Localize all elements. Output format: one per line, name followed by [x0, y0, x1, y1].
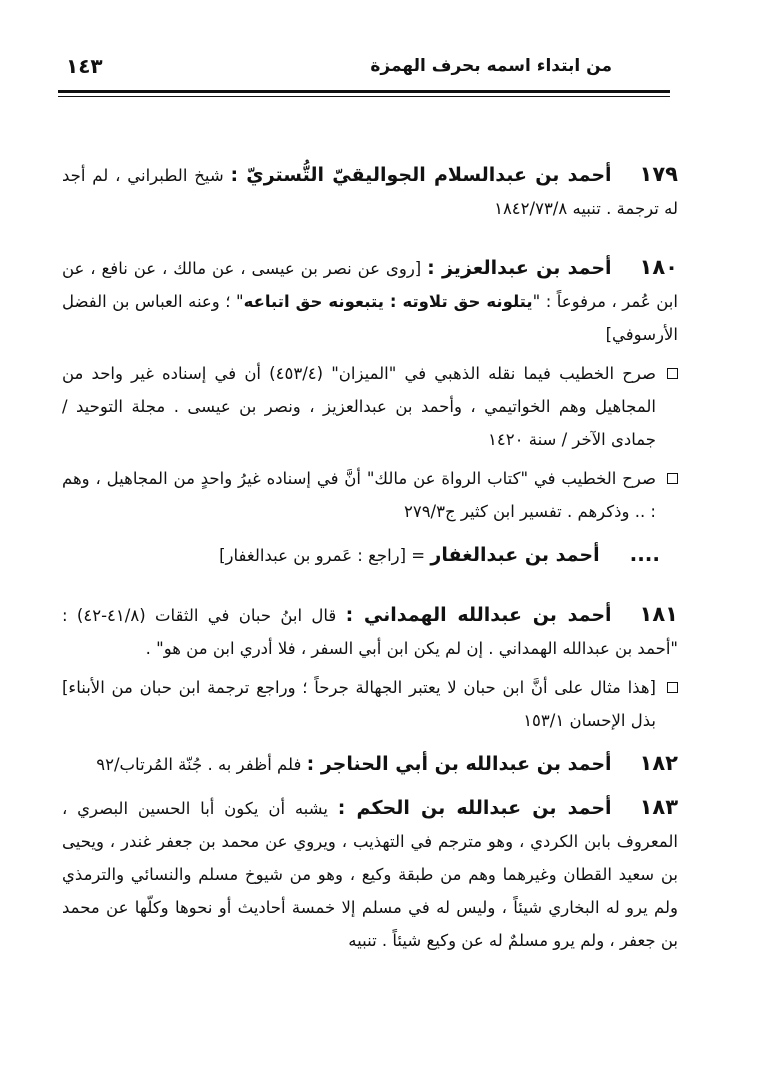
entry-text: فلم أظفر به . جُنّة المُرتاب/٩٢ — [96, 755, 302, 774]
entry-180 — [62, 251, 678, 351]
entry-number: ١٨١ — [639, 602, 678, 626]
entry-name: أحمد بن عبدالله الهمداني : — [345, 604, 612, 626]
entry-text: = [راجع : عَمرو بن عبدالغفار] — [219, 546, 426, 565]
entry-183 — [62, 791, 678, 957]
entry-number: ١٨٣ — [639, 795, 679, 819]
ellipsis-marker: .... — [629, 542, 660, 566]
entry-name: أحمد بن عبدالسلام الجواليقيّ التُّستريّ : — [230, 164, 612, 186]
checkbox-bullet-icon — [667, 368, 678, 379]
note-text: صرح الخطيب فيما نقله الذهبي في "الميزان" (٤٥٣/٤) أن في إسناده غير واحد من المجاهيل وهم الخواتيمي ، وأحمد بن عبدالعزيز ، ونصر بن عيسى . مجلة التوحيد / جمادى الآخر / سنة ١٤٢٠ — [62, 364, 656, 449]
checkbox-bullet-icon — [667, 473, 678, 484]
entry-text: [روى عن نصر بن عيسى ، عن مالك ، عن نافع ، عن ابن عُمر ، مرفوعاً : " — [62, 259, 678, 311]
note-text: صرح الخطيب في "كتاب الرواة عن مالك" أنَّ في إسناده غيرُ واحدٍ من المجاهيل ، وهم : .. وذكرهم . تفسير ابن كثير ج٢٧٩/٣ — [62, 469, 656, 521]
entry-name: أحمد بن عبدالغفار — [430, 544, 600, 566]
page-number: ١٤٣ — [66, 54, 103, 78]
entry-179 — [62, 158, 678, 225]
entry-cross-reference — [62, 538, 678, 572]
checkbox-bullet-icon — [667, 682, 678, 693]
entry-text: شيخ الطبراني ، لم أجد له ترجمة . تنبيه ١٨٤٢/٧٣/٨ — [62, 166, 678, 218]
entry-name: أحمد بن عبدالله بن الحكم : — [337, 797, 612, 819]
note-item — [62, 671, 678, 737]
entry-number: ١٨٢ — [639, 751, 678, 775]
entry-number: ١٧٩ — [639, 162, 678, 186]
page-body — [62, 158, 678, 957]
running-header-title: من ابتداء اسمه بحرف الهمزة — [370, 56, 612, 76]
entry-name: أحمد بن عبدالعزيز : — [427, 257, 612, 279]
note-item — [62, 462, 678, 528]
entry-182 — [62, 747, 678, 781]
entry-text: قال ابنُ حبان في الثقات (٤١/٨-٤٢) : "أحمد بن عبدالله الهمداني . إن لم يكن ابن أبي السفر ، فلا أدري ابن من هو" . — [62, 606, 678, 658]
note-text: [هذا مثال على أنَّ ابن حبان لا يعتبر الجهالة جرحاً ؛ وراجع ترجمة ابن حبان من الأبناء] بذل الإحسان ١٥٣/١ — [62, 678, 656, 730]
header-rule-thin — [58, 96, 670, 97]
entry-number: ١٨٠ — [639, 255, 678, 279]
entry-text: يشبه أن يكون أبا الحسين البصري ، المعروف بابن الكردي ، وهو مترجم في التهذيب ، ويروي عن محمد بن جعفر غندر ، ويحيى بن سعيد القطان وغيرهما وهم من طبقة وكيع ، وهو من شيوخ مسلم والنسائي والترمذي ولم يرو له البخاري شيئاً ، وليس له في مسلم إلا خمسة أحاديث أو نحوها وكلّها عن محمد بن جعفر ، ولم يرو مسلمٌ له عن وكيع شيئاً . تنبيه — [62, 799, 678, 950]
entry-name: أحمد بن عبدالله بن أبي الحناجر : — [306, 753, 612, 775]
entry-181 — [62, 598, 678, 665]
entry-text: " ؛ وعنه العباس بن الفضل الأرسوفي] — [62, 292, 678, 344]
header-rule-thick — [58, 90, 670, 93]
note-item — [62, 357, 678, 456]
entry-text-bold: يتلونه حق تلاوته : يتبعونه حق اتباعه — [243, 292, 533, 311]
